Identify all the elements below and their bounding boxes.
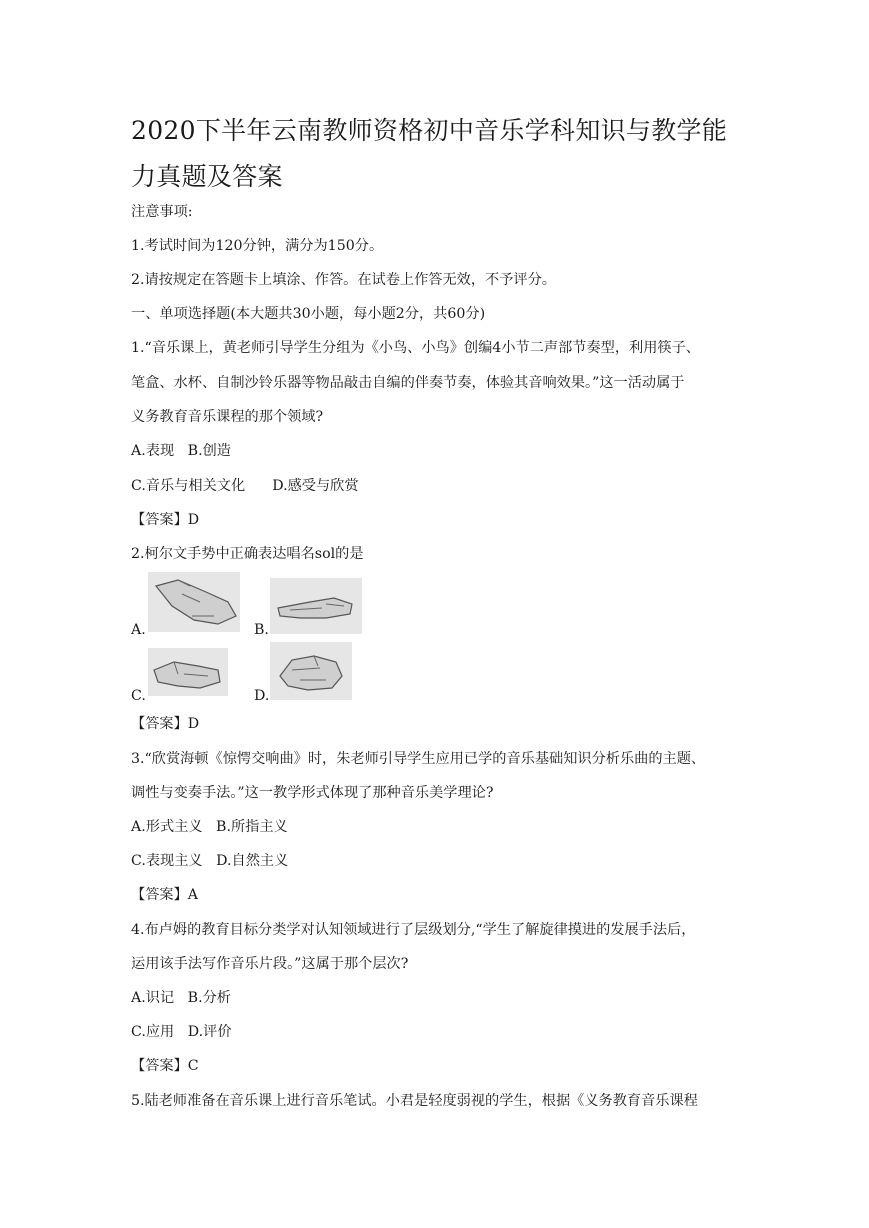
question-options: C.表现主义 D.自然主义 [131,853,289,869]
question-options: C.音乐与相关文化 D.感受与欣赏 [131,478,359,494]
option-label-b: B. [254,622,269,638]
question-stem: 5.陆老师准备在音乐课上进行音乐笔试。小君是轻度弱视的学生，根据《义务教育音乐课程 [131,1093,698,1109]
hand-sign-d-image [270,642,352,700]
option-label-d: D. [254,688,270,704]
answer-label: 【答案】D [131,716,200,732]
hand-sign-b-image [270,578,362,634]
question-stem: 义务教育音乐课程的那个领域? [131,409,324,425]
option-label-c: C. [131,688,146,704]
hand-sign-c-image [148,648,228,696]
question-options: A.形式主义 B.所指主义 [131,819,288,835]
answer-label: 【答案】D [131,512,200,528]
option-label-a: A. [131,622,146,638]
notice-heading: 注意事项: [131,204,193,220]
question-options: C.应用 D.评价 [131,1024,232,1040]
notice-item: 2.请按规定在答题卡上填涂、作答。在试卷上作答无效，不予评分。 [131,272,556,288]
question-stem: 4.布卢姆的教育目标分类学对认知领域进行了层级划分,“学生了解旋律摸进的发展手法后， [131,922,696,938]
answer-label: 【答案】A [131,887,198,903]
section-heading: 一、单项选择题(本大题共30小题，每小题2分，共60分) [131,306,486,322]
question-stem: 1.“音乐课上，黄老师引导学生分组为《小鸟、小鸟》创编4小节二声部节奏型，利用筷子、 [131,340,700,356]
notice-item: 1.考试时间为120分钟，满分为150分。 [131,238,384,254]
answer-label: 【答案】C [131,1058,199,1074]
question-stem: 3.“欣赏海顿《惊愕交响曲》时，朱老师引导学生应用已学的音乐基础知识分析乐曲的主题、 [131,751,706,767]
question-stem: 笔盒、水杯、自制沙铃乐器等物品敲击自编的伴奏节奏，体验其音响效果。”这一活动属于 [131,375,685,391]
question-options: A.表现 B.创造 [131,443,231,459]
question-options: A.识记 B.分析 [131,990,231,1006]
question-stem: 2.柯尔文手势中正确表达唱名sol的是 [131,546,364,562]
question-stem: 调性与变奏手法。”这一教学形式体现了那种音乐美学理论? [131,785,494,801]
question-stem: 运用该手法写作音乐片段。”这属于那个层次? [131,956,409,972]
hand-sign-a-image [148,572,240,632]
page-title: 2020下半年云南教师资格初中音乐学科知识与教学能力真题及答案 [131,116,728,191]
